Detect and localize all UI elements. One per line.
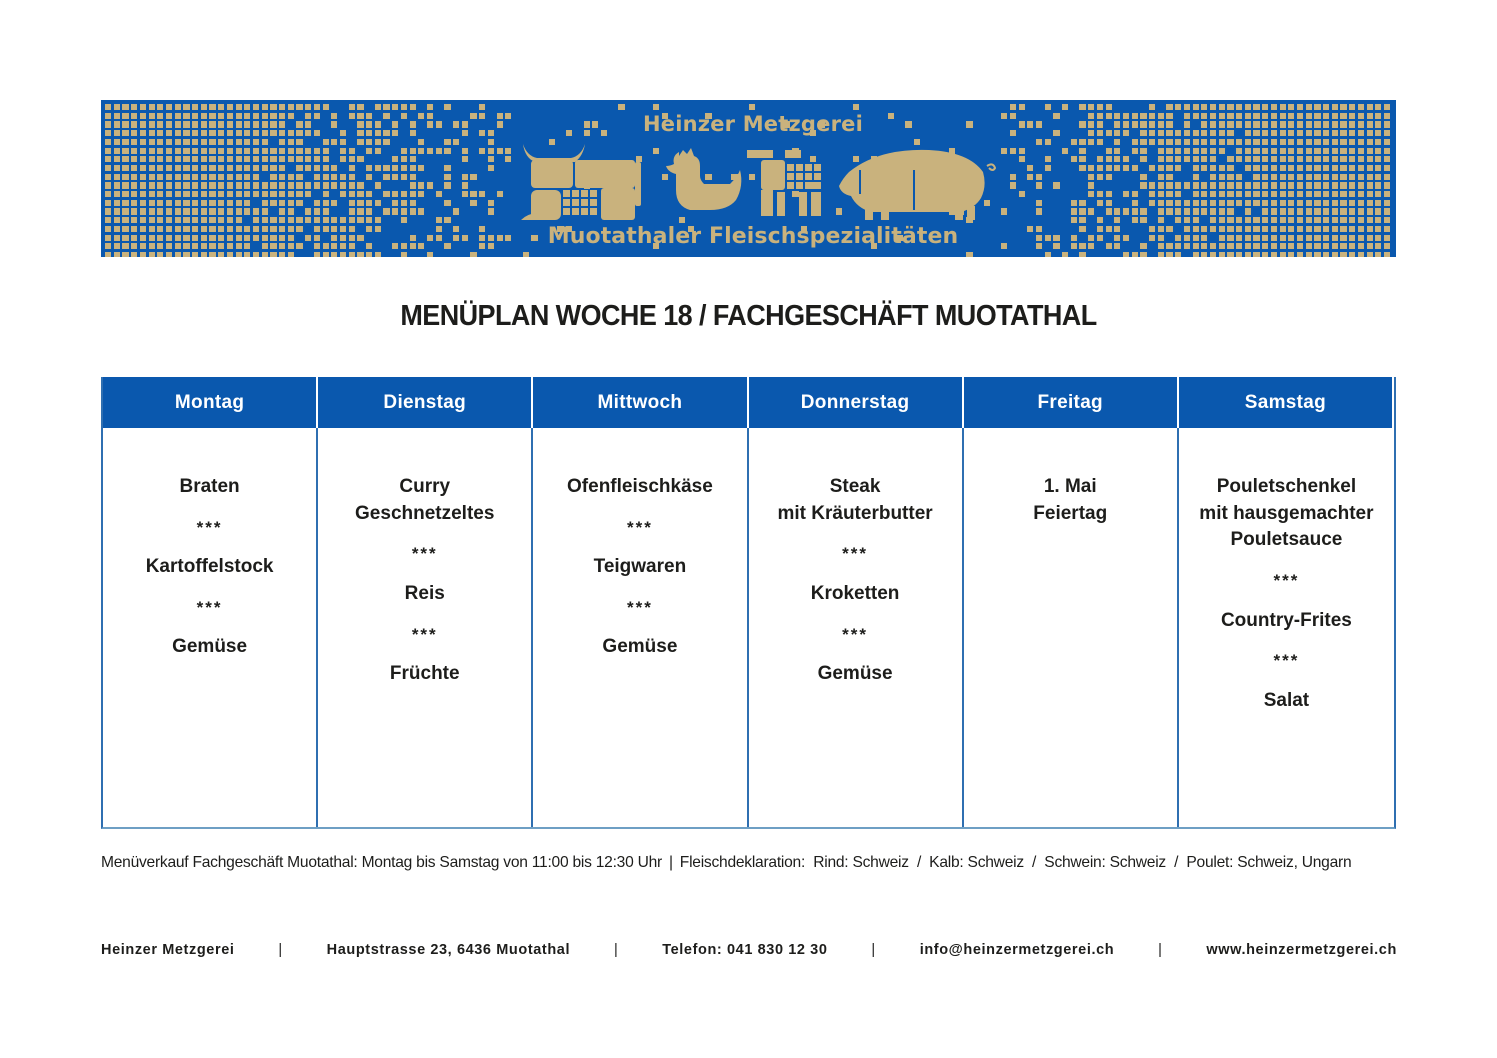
info-divider: | bbox=[668, 854, 673, 871]
chicken-icon bbox=[666, 148, 741, 210]
footer-divider: | bbox=[278, 942, 283, 958]
dish-name: Steak bbox=[829, 476, 881, 497]
day-header-freitag: Freitag bbox=[964, 377, 1179, 428]
menu-cell-mittwoch bbox=[533, 428, 748, 827]
brand-tagline: Muotathaler Fleischspezialitäten bbox=[547, 224, 959, 249]
menu-cell-freitag bbox=[964, 428, 1179, 827]
menu-cell-montag bbox=[103, 428, 318, 827]
footer-phone: Telefon: 041 830 12 30 bbox=[662, 942, 828, 958]
dish-name: Kroketten bbox=[810, 582, 900, 604]
footer-divider: | bbox=[613, 942, 619, 958]
dish-name: Reis bbox=[404, 582, 445, 604]
banner-logo bbox=[509, 100, 997, 257]
dish-name: Gemüse bbox=[602, 636, 678, 658]
dish-name: Gemüse bbox=[172, 636, 248, 658]
day-header-samstag: Samstag bbox=[1179, 377, 1394, 428]
dish-name: Salat bbox=[1263, 689, 1310, 711]
day-header-mittwoch: Mittwoch bbox=[533, 377, 748, 428]
dish-name: Feiertag bbox=[1033, 502, 1108, 524]
dish-name: mit Kräuterbutter bbox=[777, 502, 933, 524]
dish-name: Ofenfleischkäse bbox=[567, 476, 713, 497]
sales-hours: Menüverkauf Fachgeschäft Muotathal: Montag bis Samstag von 11:00 bis 12:30 Uhr bbox=[101, 854, 662, 871]
dish-name: mit hausgemachter bbox=[1199, 502, 1374, 524]
dish-name: Pouletsauce bbox=[1230, 529, 1343, 551]
dish-name: Kartoffelstock bbox=[145, 556, 274, 578]
course-separator: *** bbox=[626, 517, 653, 537]
course-separator: *** bbox=[196, 597, 223, 617]
menu-cell-donnerstag bbox=[749, 428, 964, 827]
course-separator: *** bbox=[1273, 651, 1300, 671]
course-separator: *** bbox=[1273, 571, 1300, 591]
course-separator: *** bbox=[411, 544, 438, 564]
header-banner bbox=[101, 100, 1396, 257]
pig-icon bbox=[839, 150, 995, 220]
footer-address: Hauptstrasse 23, 6436 Muotathal bbox=[326, 942, 571, 958]
dish-name: Pouletschenkel bbox=[1216, 476, 1357, 497]
dish-name: Braten bbox=[179, 476, 240, 497]
info-line bbox=[101, 854, 1401, 872]
dish-name: Geschnetzeltes bbox=[355, 502, 495, 524]
dish-name: Country-Frites bbox=[1220, 609, 1352, 631]
dish-name: Gemüse bbox=[817, 662, 893, 684]
footer-divider: | bbox=[1158, 942, 1163, 958]
dish-name: 1. Mai bbox=[1043, 476, 1097, 497]
dish-name: Curry bbox=[399, 476, 451, 497]
dish-name: Teigwaren bbox=[593, 556, 687, 578]
footer-website-link[interactable]: www.heinzermetzgerei.ch bbox=[1206, 942, 1397, 958]
menu-table bbox=[101, 377, 1396, 829]
footer-divider: | bbox=[871, 942, 876, 958]
cow-icon bbox=[521, 144, 641, 220]
dish-name: Früchte bbox=[389, 662, 460, 684]
page-title: MENÜPLAN WOCHE 18 / FACHGESCHÄFT MUOTATHAL bbox=[400, 300, 1097, 332]
course-separator: *** bbox=[626, 597, 653, 617]
course-separator: *** bbox=[842, 624, 868, 644]
meat-declaration: Fleischdeklaration: Rind: Schweiz / Kalb: Schweiz / Schwein: Schweiz / Poulet: Schweiz, Ungarn bbox=[679, 854, 1352, 871]
menu-cell-samstag bbox=[1179, 428, 1394, 827]
footer bbox=[101, 942, 1397, 958]
course-separator: *** bbox=[411, 624, 438, 644]
course-separator: *** bbox=[842, 544, 868, 564]
day-header-donnerstag: Donnerstag bbox=[749, 377, 964, 428]
menu-cell-dienstag bbox=[318, 428, 533, 827]
footer-company: Heinzer Metzgerei bbox=[101, 942, 235, 958]
animals-illustration bbox=[509, 140, 997, 222]
footer-email-link[interactable]: info@heinzermetzgerei.ch bbox=[919, 942, 1115, 958]
brand-name: Heinzer Metzgerei bbox=[643, 112, 863, 136]
day-header-montag: Montag bbox=[103, 377, 318, 428]
calf-icon bbox=[747, 150, 821, 216]
course-separator: *** bbox=[196, 517, 223, 537]
day-header-dienstag: Dienstag bbox=[318, 377, 533, 428]
